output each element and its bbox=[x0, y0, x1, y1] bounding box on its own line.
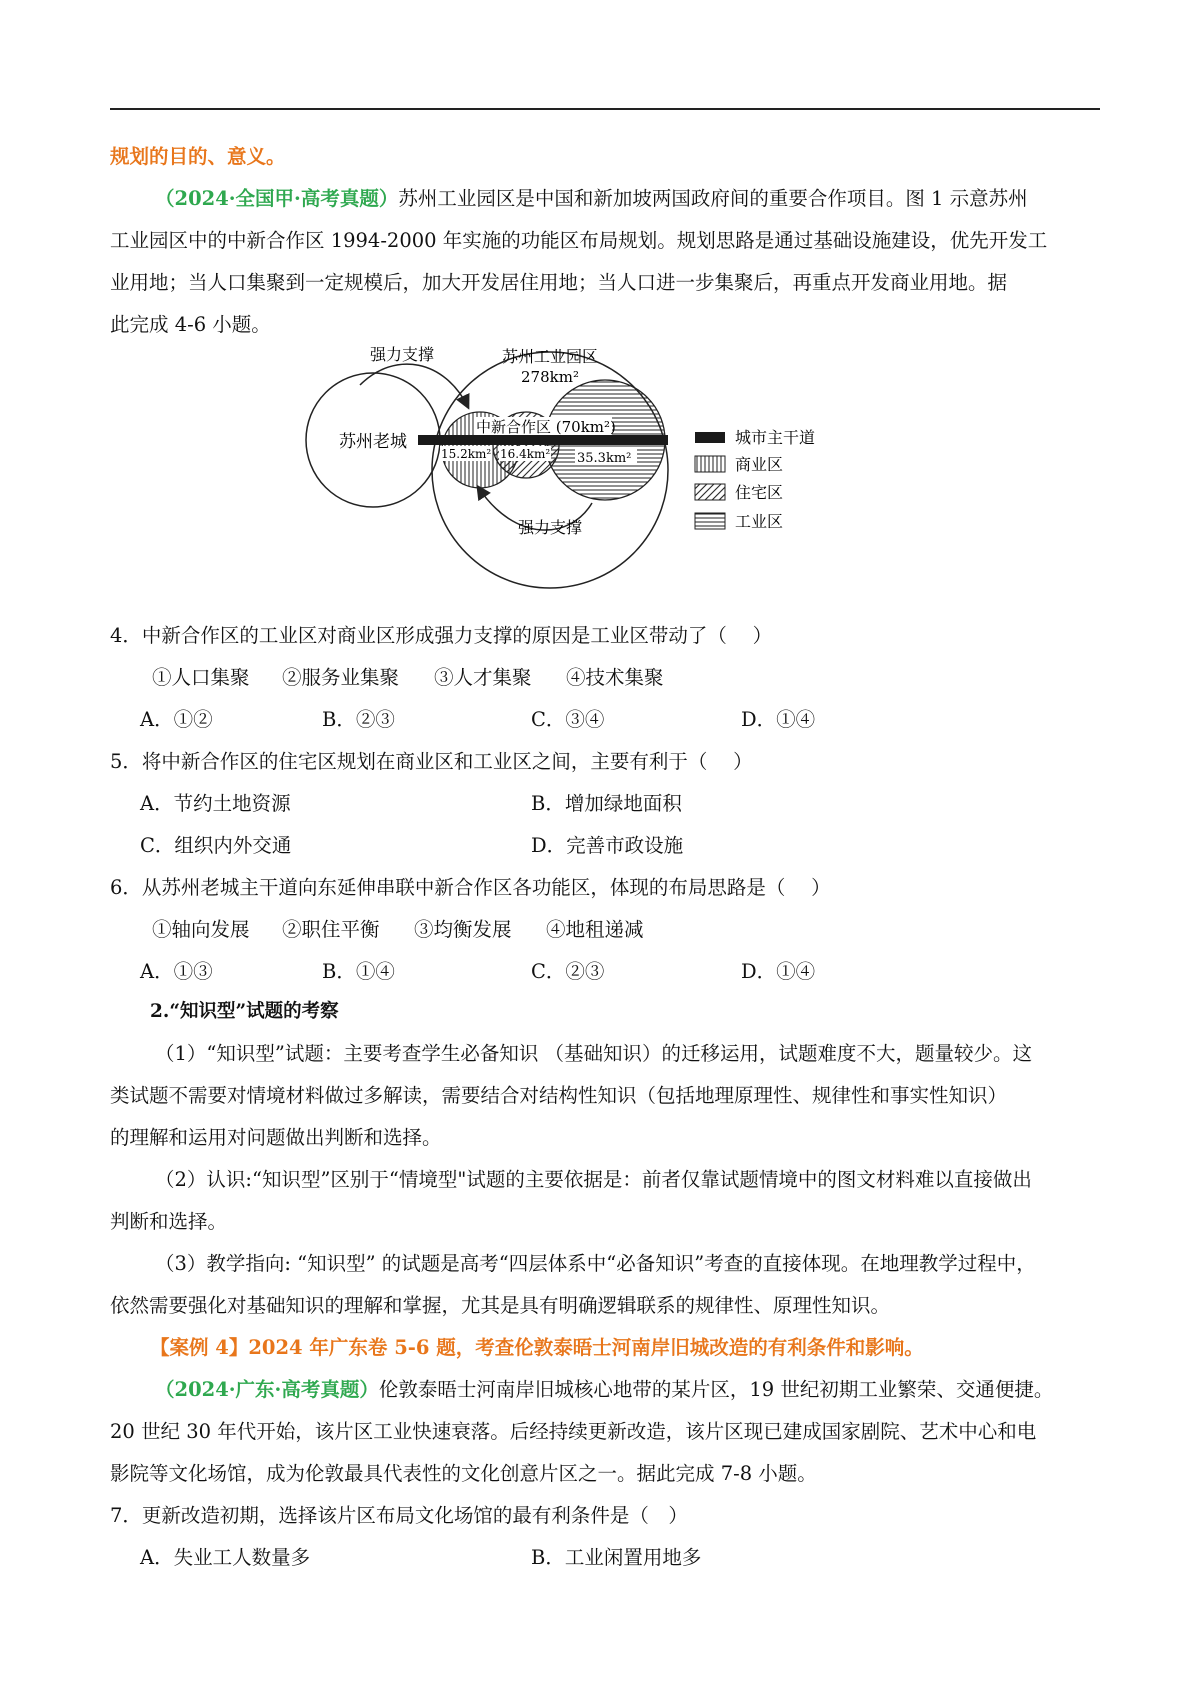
legend-residential-swatch bbox=[695, 484, 725, 500]
q6-stem: 6．从苏州老城主干道向东延伸串联中新合作区各功能区，体现的布局思路是（ ） bbox=[110, 876, 831, 899]
support-label-top: 强力支撑 bbox=[369, 345, 435, 364]
q4-option-c[interactable]: C．③④ bbox=[531, 708, 605, 731]
passage2-line1-text: 伦敦泰晤士河南岸旧城核心地带的某片区，19 世纪初期工业繁荣、交通便捷。 bbox=[378, 1378, 1054, 1401]
section2-p2-line2: 判断和选择。 bbox=[110, 1210, 228, 1233]
q4-stem: 4．中新合作区的工业区对商业区形成强力支撑的原因是工业区带动了（ ） bbox=[110, 624, 773, 647]
main-road bbox=[418, 435, 668, 445]
legend-industrial-label: 工业区 bbox=[735, 512, 784, 531]
support-label-bottom: 强力支撑 bbox=[517, 518, 583, 537]
area-residential: 16.4km² bbox=[500, 447, 551, 461]
section2-p1-line2: 类试题不需要对情境材料做过多解读，需要结合对结构性知识（包括地理原理性、规律性和事实性知识） bbox=[110, 1084, 1008, 1107]
q7-option-a[interactable]: A．失业工人数量多 bbox=[140, 1546, 311, 1569]
passage1-line1 bbox=[155, 185, 1100, 213]
area-industrial: 35.3km² bbox=[577, 451, 632, 466]
legend-road-label: 城市主干道 bbox=[735, 428, 816, 447]
section2-p2-line1: （2）认识:“知识型”区别于“情境型"试题的主要依据是：前者仅靠试题情境中的图文材料难以直接做出 bbox=[155, 1168, 1032, 1191]
q7-stem: 7．更新改造初期，选择该片区布局文化场馆的最有利条件是（ ） bbox=[110, 1504, 688, 1527]
section2-p1-line1: （1）“知识型”试题：主要考查学生必备知识 （基础知识）的迁移运用，试题难度不大，题量较少。这 bbox=[155, 1042, 1033, 1065]
old-city-label: 苏州老城 bbox=[339, 432, 407, 452]
q6-item-4: ④地租递减 bbox=[546, 918, 644, 941]
header-rule bbox=[110, 108, 1100, 110]
legend-road-swatch bbox=[695, 432, 725, 443]
case4-heading: 【案例 4】2024 年广东卷 5-6 题，考查伦敦泰晤士河南岸旧城改造的有利条件和影响。 bbox=[150, 1336, 924, 1359]
q6-option-a[interactable]: A．①③ bbox=[140, 960, 213, 983]
park-area-label: 278km² bbox=[521, 368, 579, 386]
legend-commercial-label: 商业区 bbox=[735, 455, 784, 474]
area-commercial: 15.2km² bbox=[441, 447, 492, 461]
q6-option-b[interactable]: B．①④ bbox=[322, 960, 395, 983]
layout-diagram bbox=[300, 345, 910, 595]
section2-p3-line2: 依然需要强化对基础知识的理解和掌握，尤其是具有明确逻辑联系的规律性、原理性知识。 bbox=[110, 1294, 891, 1317]
q6-option-c[interactable]: C．②③ bbox=[531, 960, 605, 983]
section2-p1-line3: 的理解和运用对问题做出判断和选择。 bbox=[110, 1126, 442, 1149]
passage2-line3: 影院等文化场馆，成为伦敦最具代表性的文化创意片区之一。据此完成 7-8 小题。 bbox=[110, 1462, 817, 1485]
passage1-line3: 业用地；当人口集聚到一定规模后，加大开发居住用地；当人口进一步集聚后，再重点开发商业用地。据 bbox=[110, 271, 1008, 294]
legend-commercial-swatch bbox=[695, 456, 725, 472]
q4-item-3: ③人才集聚 bbox=[434, 666, 532, 689]
passage2-line2: 20 世纪 30 年代开始，该片区工业快速衰落。后经持续更新改造，该片区现已建成国家剧院、艺术中心和电 bbox=[110, 1420, 1037, 1443]
park-label: 苏州工业园区 bbox=[501, 347, 599, 366]
section2-p3-line1: （3）教学指向: “知识型” 的试题是高考“四层体系中“必备知识”考查的直接体现。在地理教学过程中， bbox=[155, 1252, 1036, 1275]
q6-item-2: ②职住平衡 bbox=[282, 918, 380, 941]
q4-option-d[interactable]: D．①④ bbox=[741, 708, 816, 731]
q5-option-c[interactable]: C．组织内外交通 bbox=[140, 834, 292, 857]
passage2-source: （2024·广东·高考真题） bbox=[155, 1378, 379, 1401]
section2-heading: 2.“知识型”试题的考察 bbox=[150, 1001, 339, 1022]
q4-option-a[interactable]: A．①② bbox=[140, 708, 213, 731]
q4-item-4: ④技术集聚 bbox=[566, 666, 664, 689]
q5-option-d[interactable]: D．完善市政设施 bbox=[531, 834, 684, 857]
q6-option-d[interactable]: D．①④ bbox=[741, 960, 816, 983]
passage2-line1 bbox=[155, 1376, 1100, 1404]
intro-heading: 规划的目的、意义。 bbox=[110, 145, 286, 168]
q4-item-2: ②服务业集聚 bbox=[282, 666, 400, 689]
q4-item-1: ①人口集聚 bbox=[152, 666, 250, 689]
q5-option-a[interactable]: A．节约土地资源 bbox=[140, 792, 291, 815]
q4-option-b[interactable]: B．②③ bbox=[322, 708, 395, 731]
zone-title: 中新合作区 (70km²) bbox=[476, 418, 616, 436]
passage1-line2: 工业园区中的中新合作区 1994-2000 年实施的功能区布局规划。规划思路是通过基础设施建设，优先开发工 bbox=[110, 229, 1048, 252]
passage1-source: （2024·全国甲·高考真题） bbox=[155, 187, 399, 210]
legend-residential-label: 住宅区 bbox=[735, 483, 784, 502]
q6-item-3: ③均衡发展 bbox=[414, 918, 512, 941]
passage1-line1-text: 苏州工业园区是中国和新加坡两国政府间的重要合作项目。图 1 示意苏州 bbox=[398, 187, 1028, 210]
q5-stem: 5．将中新合作区的住宅区规划在商业区和工业区之间，主要有利于（ ） bbox=[110, 750, 753, 773]
q7-option-b[interactable]: B．工业闲置用地多 bbox=[531, 1546, 702, 1569]
legend-industrial-swatch bbox=[695, 513, 725, 529]
q5-option-b[interactable]: B．增加绿地面积 bbox=[531, 792, 682, 815]
passage1-line4: 此完成 4-6 小题。 bbox=[110, 313, 271, 336]
q6-item-1: ①轴向发展 bbox=[152, 918, 250, 941]
